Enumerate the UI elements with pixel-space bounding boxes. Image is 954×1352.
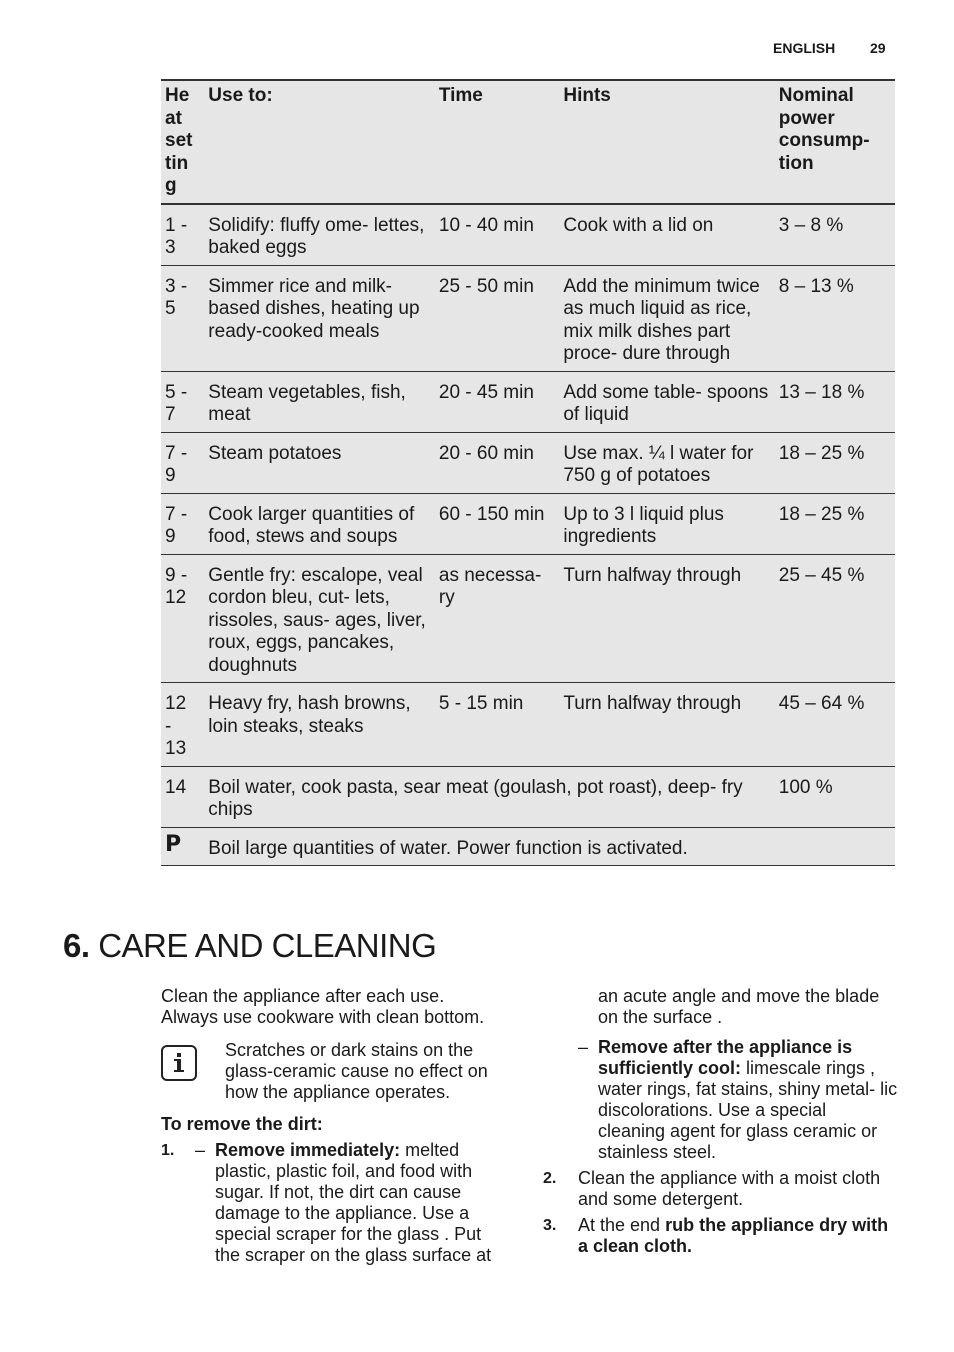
info-icon xyxy=(161,1045,197,1081)
cell-heat: 12 - 13 xyxy=(161,683,204,767)
section-title xyxy=(63,927,436,965)
cell-use: Gentle fry: escalope, veal cordon bleu, cut- lets, rissoles, saus- ages, liver, roux, eggs, pancakes, doughnuts xyxy=(204,554,435,683)
cell-power: 3 – 8 % xyxy=(775,204,895,266)
cell-use: Solidify: fluffy ome- lettes, baked eggs xyxy=(204,204,435,266)
header-use-to: Use to: xyxy=(204,80,435,204)
cell-power: 18 – 25 % xyxy=(775,493,895,554)
cell-heat: 5 - 7 xyxy=(161,371,204,432)
table-row-14 xyxy=(161,766,895,827)
intro-line-1: Clean the appliance after each use. xyxy=(161,986,445,1006)
cell-hints: Add the minimum twice as much liquid as rice, mix milk dishes part proce- dure through xyxy=(559,265,774,371)
cell-heat: 7 - 9 xyxy=(161,432,204,493)
cell-power: 25 – 45 % xyxy=(775,554,895,683)
cell-power: 100 % xyxy=(775,766,895,827)
cell-time: 20 - 45 min xyxy=(435,371,559,432)
subitem-2-text: limescale rings , water rings, fat stains, shiny metal- lic discolorations. Use a special cleaning agent for glass ceramic or stainless steel. xyxy=(598,1058,898,1162)
cell-heat: 7 - 9 xyxy=(161,493,204,554)
cell-use: Simmer rice and milk- based dishes, heating up ready-cooked meals xyxy=(204,265,435,371)
table-row-power xyxy=(161,827,895,866)
cell-time: as necessa- ry xyxy=(435,554,559,683)
dash: – xyxy=(578,1037,589,1057)
table-row xyxy=(161,493,895,554)
page-number: 29 xyxy=(870,40,886,56)
dash: – xyxy=(195,1140,206,1160)
cell-hints: Use max. ¼ l water for 750 g of potatoes xyxy=(559,432,774,493)
table-row xyxy=(161,432,895,493)
cell-heat: 1 - 3 xyxy=(161,204,204,266)
cell-use: Boil large quantities of water. Power function is activated. xyxy=(204,827,895,866)
cell-hints: Cook with a lid on xyxy=(559,204,774,266)
header-heat-setting: He at set tin g xyxy=(161,80,204,204)
table-row xyxy=(161,204,895,266)
cell-time: 60 - 150 min xyxy=(435,493,559,554)
header-time: Time xyxy=(435,80,559,204)
cell-use: Boil water, cook pasta, sear meat (goulash, pot roast), deep- fry chips xyxy=(204,766,774,827)
cell-time: 25 - 50 min xyxy=(435,265,559,371)
table-row xyxy=(161,265,895,371)
left-column xyxy=(161,986,511,1266)
cell-hints: Turn halfway through xyxy=(559,554,774,683)
section-number: 6. xyxy=(63,927,90,964)
cell-power: 8 – 13 % xyxy=(775,265,895,371)
table-row xyxy=(161,371,895,432)
step-3-bold: rub the appliance dry with a clean cloth. xyxy=(578,1215,889,1256)
heat-setting-table xyxy=(161,79,895,866)
cell-power: 13 – 18 % xyxy=(775,371,895,432)
step-number: 3. xyxy=(543,1217,557,1234)
cell-time: 20 - 60 min xyxy=(435,432,559,493)
header-power: Nominal power consump- tion xyxy=(775,80,895,204)
step-number: 1. xyxy=(161,1142,175,1159)
cell-use: Cook larger quantities of food, stews and soups xyxy=(204,493,435,554)
subitem-2-bold: Remove after the appliance is sufficiently cool: xyxy=(598,1037,853,1078)
step-2-text: Clean the appliance with a moist cloth and some detergent. xyxy=(578,1168,881,1209)
intro-line-2: Always use cookware with clean bottom. xyxy=(161,1007,485,1027)
cell-use: Heavy fry, hash browns, loin steaks, steaks xyxy=(204,683,435,767)
note-text: Scratches or dark stains on the glass-ceramic cause no effect on how the appliance operates. xyxy=(225,1040,488,1102)
cell-power: 18 – 25 % xyxy=(775,432,895,493)
cell-heat: 3 - 5 xyxy=(161,265,204,371)
table-row xyxy=(161,554,895,683)
power-symbol-icon: P xyxy=(161,827,204,866)
cell-hints: Add some table- spoons of liquid xyxy=(559,371,774,432)
page-language-label: ENGLISH xyxy=(773,40,836,56)
section-heading: CARE AND CLEANING xyxy=(98,927,437,964)
table-header-row xyxy=(161,80,895,204)
cell-heat: 14 xyxy=(161,766,204,827)
info-note xyxy=(161,1040,511,1104)
cell-time: 10 - 40 min xyxy=(435,204,559,266)
cell-heat: 9 - 12 xyxy=(161,554,204,683)
step-number: 2. xyxy=(543,1170,557,1187)
cell-hints: Up to 3 l liquid plus ingredients xyxy=(559,493,774,554)
step-1 xyxy=(161,1140,511,1266)
remove-dirt-heading: To remove the dirt: xyxy=(161,1114,323,1134)
right-column xyxy=(543,986,898,1257)
cell-power: 45 – 64 % xyxy=(775,683,895,767)
cell-time: 5 - 15 min xyxy=(435,683,559,767)
step-1-subitem-2 xyxy=(543,1037,898,1163)
step-1-text: melted plastic, plastic foil, and food with sugar. If not, the dirt can cause damage to the appliance. Use a special scraper for the glass . Put the scraper on the glass surface at xyxy=(215,1140,492,1265)
header-hints: Hints xyxy=(559,80,774,204)
step-3 xyxy=(543,1215,898,1257)
step-3-text: At the end xyxy=(578,1215,666,1235)
step-2 xyxy=(543,1168,898,1210)
cell-use: Steam vegetables, fish, meat xyxy=(204,371,435,432)
table-row xyxy=(161,683,895,767)
step-1-bold: Remove immediately: xyxy=(215,1140,401,1160)
cell-hints: Turn halfway through xyxy=(559,683,774,767)
step-1-continued: an acute angle and move the blade on the surface . xyxy=(598,986,880,1027)
cell-use: Steam potatoes xyxy=(204,432,435,493)
